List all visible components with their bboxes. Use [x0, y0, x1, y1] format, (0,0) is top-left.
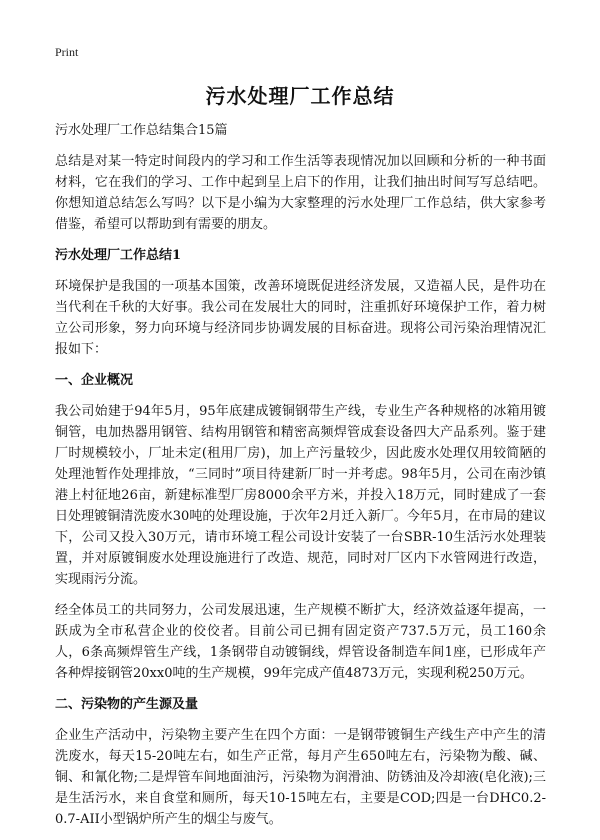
overview-paragraph-1: 我公司始建于94年5月，95年底建成镀铜钢带生产线，专业生产各种规格的冰箱用镀铜管，电加热器用钢管、结构用钢管和精密高频焊管成套设备四大产品系列。鉴于建厂时规模较小，厂址未定(租用厂房)，加上产污量较少，因此废水处理仅用较简陋的处理池暂作处理排放，“三同时”项目待建新厂时一并考虑。98年5月，公司在南沙镇港上村征地26亩，新建标准型厂房8000余平方米，并投入18万元，同时建成了一套日处理镀铜清洗废水30吨的处理设施，于次年2月迁入新厂。今年5月，在市局的建议下，公司又投入30万元，请市环境工程公司设计安装了一台SBR-10生活污水处理装置，并对原镀铜废水处理设施进行了改造、规范，同时对厂区内下水管网进行改造，实现雨污分流。: [55, 404, 546, 587]
print-link[interactable]: Print: [55, 45, 79, 59]
page-title: 污水处理厂工作总结: [205, 84, 395, 108]
heading-company-overview: 一、企业概况: [55, 373, 134, 388]
overview-paragraph-2: 经全体员工的共同努力，公司发展迅速，生产规模不断扩大，经济效益逐年提高，一跃成为全市私营企业的佼佼者。目前公司已拥有固定资产737.5万元，员工160余人，6条高频焊管生产线，1条钢带自动镀铜线，焊管设备制造车间1座，已形成年产各种焊接钢管20xx0吨的生产规模，99年完成产值4873万元，实现利税250万元。: [55, 603, 546, 681]
pollutants-paragraph: 企业生产活动中，污染物主要产生在四个方面：一是钢带镀铜生产线生产中产生的清洗废水，每天15-20吨左右，如生产正常，每月产生650吨左右，污染物为酸、碱、铜、和氰化物;二是焊管车间地面油污，污染物为润滑油、防锈油及冷却液(皂化液);三是生活污水，来自食堂和厕所，每天10-15吨左右，主要是COD;四是一台DHC0.2-0.7-AII小型锅炉所产生的烟尘与废气。: [55, 728, 546, 827]
intro-paragraph: 总结是对某一特定时间段内的学习和工作生活等表现情况加以回顾和分析的一种书面材料，它在我们的学习、工作中起到呈上启下的作用，让我们抽出时间写写总结吧。你想知道总结怎么写吗？以下是小编为大家整理的污水处理厂工作总结，供大家参考借鉴，希望可以帮助到有需要的朋友。: [55, 154, 546, 232]
section-heading-1: 污水处理厂工作总结1: [55, 248, 182, 263]
section1-paragraph: 环境保护是我国的一项基本国策，改善环境既促进经济发展，又造福人民，是件功在当代利在千秋的大好事。我公司在发展壮大的同时，注重抓好环境保护工作，着力树立公司形象，努力向环境与经济同步协调发展的目标奋进。现将公司污染治理情况汇报如下：: [55, 279, 546, 357]
heading-pollutant-sources: 二、污染物的产生源及量: [55, 697, 199, 712]
subtitle: 污水处理厂工作总结集合15篇: [55, 123, 228, 138]
document-body: [55, 120, 546, 840]
